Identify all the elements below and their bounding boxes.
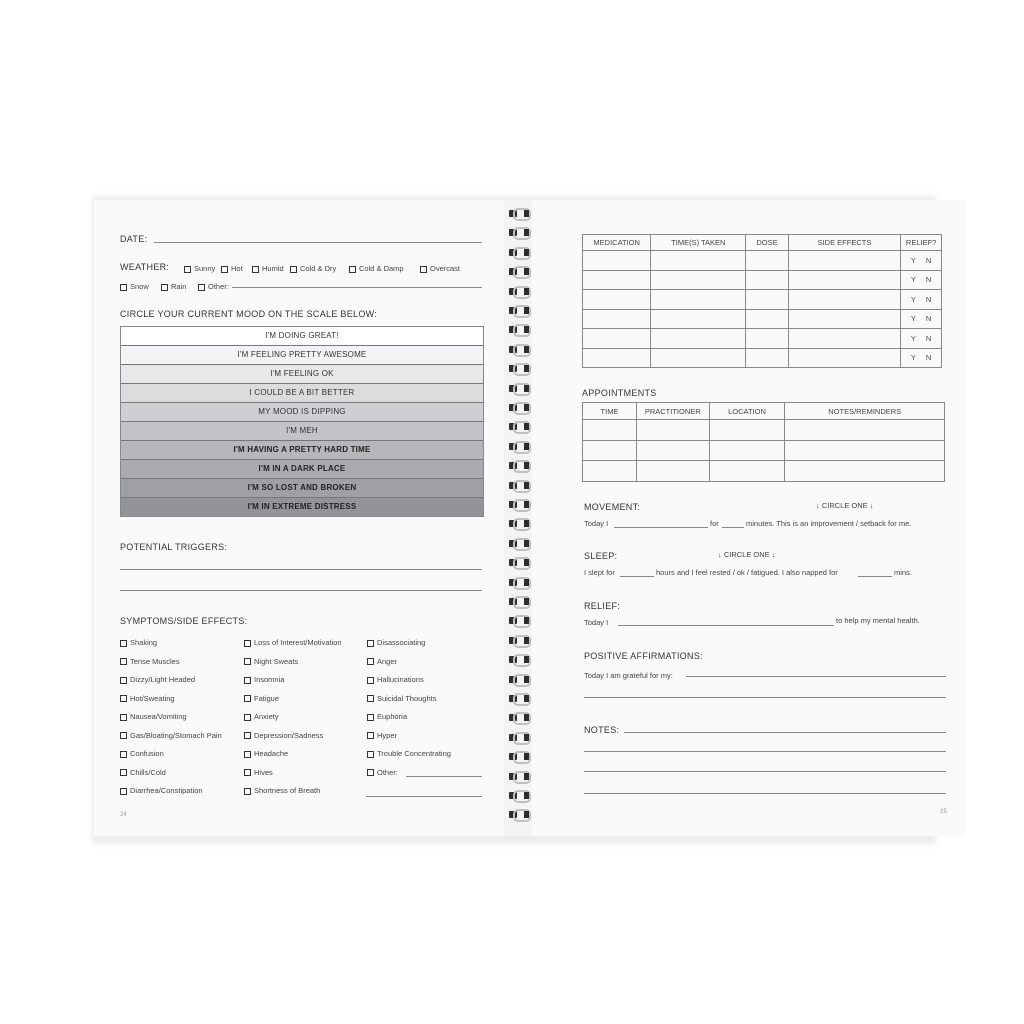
spiral-coil [507,227,529,237]
appt-row [583,440,945,461]
symptom-label: Anxiety [254,712,279,721]
checkbox-icon[interactable] [349,266,356,273]
checkbox-icon[interactable] [367,658,374,665]
symptom-option[interactable] [367,675,424,684]
sleep-text-a: I slept for [584,568,615,577]
spiral-coil [507,305,529,315]
spiral-coil [507,538,529,548]
spiral-coil [507,693,529,703]
symptom-option[interactable] [244,694,279,703]
med-cell[interactable] [583,290,651,310]
med-row [583,348,942,368]
affirmations-label: POSITIVE AFFIRMATIONS: [584,651,703,661]
symptom-option[interactable] [244,749,288,758]
med-cell[interactable] [746,270,788,290]
symptom-label: Hyper [377,730,398,740]
weather-option[interactable] [290,264,336,273]
sleep-text-b: hours and I feel rested / ok / fatigued. I also napped for [656,568,838,577]
movement-minutes-line [722,527,744,528]
spiral-coil [507,674,529,684]
symptom-option[interactable] [367,638,425,647]
weather-option[interactable] [420,264,460,273]
spiral-coil [507,790,529,800]
symptom-option[interactable] [244,638,342,647]
checkbox-icon[interactable] [367,640,374,647]
symptom-label: Shaking [130,638,158,647]
sleep-hours-line [620,576,654,577]
symptom-label: Tense Muscles [130,656,180,666]
weather-label: WEATHER: [120,262,170,272]
checkbox-icon[interactable] [184,266,191,273]
symptom-label: Gas/Bloating/Stomach Pain [130,730,222,740]
relief-yes[interactable]: Y [910,275,916,285]
med-row [583,309,942,329]
weather-option[interactable] [349,264,404,273]
med-cell[interactable] [651,309,746,329]
appt-cell[interactable] [636,461,709,482]
spiral-coil [507,286,529,296]
relief-yes[interactable]: Y [910,333,916,343]
relief-no[interactable]: N [925,333,932,343]
triggers-line-1 [120,569,482,570]
checkbox-icon[interactable] [367,769,374,776]
checkbox-icon[interactable] [244,658,251,665]
date-label: DATE: [120,234,148,244]
checkbox-icon[interactable] [367,714,374,721]
checkbox-icon[interactable] [120,695,127,702]
sleep-circle-one: ↓ CIRCLE ONE ↓ [718,550,776,559]
checkbox-icon[interactable] [244,751,251,758]
med-cell[interactable] [788,329,901,349]
symptom-label: Insomnia [254,675,285,684]
mood-option[interactable]: I'M DOING GREAT! [121,327,483,346]
page-number-right: 25 [940,809,947,815]
notes-line-1 [624,732,946,733]
spiral-coil [507,751,529,761]
appt-cell[interactable] [709,420,785,441]
med-cell[interactable] [788,309,901,329]
spiral-coil [507,596,529,606]
checkbox-icon[interactable] [420,266,427,273]
med-cell[interactable] [583,251,651,271]
spiral-coil [507,480,529,490]
symptom-label: Dizzy/Light Headed [130,675,196,684]
notes-line-4 [584,793,946,794]
mood-option[interactable]: I'M FEELING PRETTY AWESOME [121,346,483,365]
mood-scale [120,326,484,517]
weather-option-label: Hot [231,264,243,273]
appt-cell[interactable] [636,420,709,441]
symptom-label: Loss of Interest/Motivation [254,638,342,647]
weather-option-label: Humid [262,264,284,273]
checkbox-icon[interactable] [244,677,251,684]
symptom-label: Hallucinations [377,675,424,684]
relief-yes[interactable]: Y [910,314,916,324]
weather-option[interactable] [221,264,243,273]
spiral-binding [504,200,532,836]
med-row [583,270,942,290]
med-cell[interactable] [651,270,746,290]
checkbox-icon[interactable] [161,284,168,291]
spiral-coil [507,383,529,393]
appt-header: NOTES/REMINDERS [785,403,945,420]
relief-cell[interactable] [901,329,942,349]
checkbox-icon[interactable] [198,284,205,291]
spiral-coil [507,421,529,431]
symptom-label: Hot/Sweating [130,693,175,703]
symptom-label: Chills/Cold [130,767,166,777]
symptom-label: Confusion [130,749,164,758]
appt-cell[interactable] [709,461,785,482]
symptom-option[interactable] [120,712,187,721]
appt-header: TIME [583,403,637,420]
relief-cell[interactable] [901,348,942,368]
symptom-label: Hives [254,767,273,777]
date-line [154,242,482,243]
med-cell[interactable] [746,329,788,349]
spiral-coil [507,499,529,509]
med-cell[interactable] [583,309,651,329]
appt-cell[interactable] [583,461,637,482]
symptom-option[interactable] [244,675,284,684]
notes-line-3 [584,771,946,772]
appointments-label: APPOINTMENTS [582,388,657,398]
relief-yes[interactable]: Y [910,294,916,304]
med-header: RELIEF? [901,235,942,251]
affirm-line-1 [686,676,946,677]
spiral-coil [507,809,529,819]
checkbox-icon[interactable] [221,266,228,273]
symptom-label: Suicidal Thoughts [377,693,437,703]
med-header: DOSE [746,235,788,251]
med-cell[interactable] [583,270,651,290]
weather-option[interactable] [161,282,186,291]
symptom-option[interactable] [120,731,222,740]
spiral-coil [507,441,529,451]
weather-other-line [232,287,482,288]
symptom-option[interactable] [120,786,203,795]
spiral-coil [507,208,529,218]
spiral-coil [507,344,529,354]
symptom-option[interactable] [367,712,407,721]
checkbox-icon[interactable] [367,751,374,758]
notes-line-2 [584,751,946,752]
movement-label: MOVEMENT: [584,502,641,512]
symptom-label: Fatigue [254,693,280,703]
symptom-label: Trouble Concentrating [377,749,451,758]
sleep-label: SLEEP: [584,551,618,561]
checkbox-icon[interactable] [244,695,251,702]
left-page [94,200,504,836]
checkbox-icon[interactable] [244,714,251,721]
checkbox-icon[interactable] [120,658,127,665]
checkbox-icon[interactable] [120,732,127,739]
symptom-option[interactable] [367,694,436,703]
page-number-left: 24 [120,812,127,818]
med-cell[interactable] [651,251,746,271]
symptom-option[interactable] [120,768,166,777]
mood-option[interactable]: I COULD BE A BIT BETTER [121,384,483,403]
symptom-label: Night Sweats [254,656,299,666]
symptom-label: Disassociating [377,638,426,647]
spiral-coil [507,654,529,664]
symptoms-label: SYMPTOMS/SIDE EFFECTS: [120,616,248,626]
symptom-other-line [406,776,482,777]
med-cell[interactable] [651,348,746,368]
spiral-coil [507,247,529,257]
checkbox-icon[interactable] [244,732,251,739]
symptom-option[interactable] [367,749,451,758]
spiral-coil [507,771,529,781]
spiral-coil [507,324,529,334]
checkbox-icon[interactable] [290,266,297,273]
affirm-line-2 [584,697,946,698]
symptom-option[interactable] [367,768,398,777]
mood-option[interactable]: I'M SO LOST AND BROKEN [121,479,483,498]
medication-table [582,234,942,368]
spiral-coil [507,266,529,276]
notes-label: NOTES: [584,725,620,735]
spiral-coil [507,732,529,742]
symptom-label: Euphoria [377,712,408,721]
appt-cell[interactable] [785,420,945,441]
symptom-option[interactable] [120,657,180,666]
appt-cell[interactable] [785,440,945,461]
symptom-option[interactable] [120,638,157,647]
appointments-table [582,402,945,482]
mood-heading: CIRCLE YOUR CURRENT MOOD ON THE SCALE BELOW: [120,309,378,319]
relief-no[interactable]: N [925,255,932,265]
mood-option[interactable]: I'M FEELING OK [121,365,483,384]
med-cell[interactable] [746,309,788,329]
symptom-label: Shortness of Breath [254,786,321,795]
relief-label: RELIEF: [584,601,621,611]
checkbox-icon[interactable] [120,677,127,684]
symptom-option[interactable] [244,731,323,740]
spiral-coil [507,363,529,373]
symptom-option[interactable] [120,675,195,684]
symptom-label: Anger [377,656,398,666]
checkbox-icon[interactable] [120,640,127,647]
weather-option-label: Overcast [430,264,461,273]
appt-row [583,420,945,441]
weather-option-label: Rain [171,282,187,291]
med-cell[interactable] [746,251,788,271]
med-row [583,329,942,349]
mood-option[interactable]: MY MOOD IS DIPPING [121,403,483,422]
checkbox-icon[interactable] [120,714,127,721]
checkbox-icon[interactable] [244,769,251,776]
weather-option-label: Other: [208,282,229,291]
appt-cell[interactable] [636,440,709,461]
symptom-option[interactable] [367,731,397,740]
symptom-option[interactable] [120,749,164,758]
appt-header: PRACTITIONER [636,403,709,420]
relief-cell[interactable] [901,251,942,271]
spiral-coil [507,615,529,625]
sleep-nap-line [858,576,892,577]
spiral-coil [507,460,529,470]
relief-cell[interactable] [901,309,942,329]
checkbox-icon[interactable] [120,284,127,291]
checkbox-icon[interactable] [244,788,251,795]
triggers-line-2 [120,590,482,591]
med-row [583,290,942,310]
mood-option[interactable]: I'M IN EXTREME DISTRESS [121,498,483,516]
med-header: MEDICATION [583,235,651,251]
mood-option[interactable]: I'M MEH [121,422,483,441]
symptom-label: Headache [254,749,289,758]
med-cell[interactable] [583,329,651,349]
weather-option-label: Cold & Damp [359,264,404,273]
med-cell[interactable] [788,251,901,271]
relief-cell[interactable] [901,290,942,310]
med-cell[interactable] [651,290,746,310]
weather-option[interactable] [198,282,229,291]
checkbox-icon[interactable] [367,695,374,702]
appt-cell[interactable] [709,440,785,461]
med-header: TIME(S) TAKEN [651,235,746,251]
med-cell[interactable] [746,348,788,368]
relief-text-a: Today I [584,618,609,627]
movement-activity-line [614,527,708,528]
weather-option[interactable] [184,264,215,273]
symptom-option[interactable] [244,712,279,721]
weather-option-label: Cold & Dry [300,264,337,273]
med-cell[interactable] [788,290,901,310]
spiral-coil [507,712,529,722]
weather-option-label: Snow [130,282,149,291]
symptom-label: Nausea/Vomiting [130,712,187,721]
relief-yes[interactable]: Y [910,255,916,265]
appt-cell[interactable] [583,420,637,441]
spiral-coil [507,635,529,645]
symptom-option[interactable] [244,786,320,795]
spiral-coil [507,557,529,567]
checkbox-icon[interactable] [252,266,259,273]
relief-no[interactable]: N [925,353,932,363]
med-cell[interactable] [788,270,901,290]
movement-text-a: Today I [584,519,609,528]
spiral-coil [507,518,529,528]
affirmations-text: Today I am grateful for my: [584,671,673,680]
movement-circle-one: ↓ CIRCLE ONE ↓ [816,501,874,510]
appt-header: LOCATION [709,403,785,420]
relief-no[interactable]: N [925,294,932,304]
symptom-label: Other: [377,767,398,777]
appt-cell[interactable] [785,461,945,482]
relief-yes[interactable]: Y [910,353,916,363]
mood-option[interactable]: I'M IN A DARK PLACE [121,460,483,479]
symptom-option[interactable] [367,657,397,666]
med-header: SIDE EFFECTS [788,235,901,251]
sleep-text-c: mins. [894,568,912,577]
movement-text-c: minutes. This is an improvement / setback for me. [746,519,912,528]
relief-cell[interactable] [901,270,942,290]
symptom-label: Depression/Sadness [254,730,324,740]
checkbox-icon[interactable] [120,751,127,758]
med-cell[interactable] [651,329,746,349]
med-row [583,251,942,271]
checkbox-icon[interactable] [120,788,127,795]
checkbox-icon[interactable] [244,640,251,647]
spiral-coil [507,402,529,412]
movement-text-b: for [710,519,719,528]
med-cell[interactable] [788,348,901,368]
symptom-option[interactable] [244,768,273,777]
symptom-other-line-2 [366,796,482,797]
spiral-coil [507,577,529,587]
relief-line [618,625,834,626]
med-cell[interactable] [746,290,788,310]
symptom-option[interactable] [244,657,298,666]
relief-no[interactable]: N [925,275,932,285]
triggers-label: POTENTIAL TRIGGERS: [120,542,228,552]
appt-row [583,461,945,482]
weather-option[interactable] [252,264,284,273]
symptom-option[interactable] [120,694,175,703]
checkbox-icon[interactable] [120,769,127,776]
med-cell[interactable] [583,348,651,368]
relief-text-b: to help my mental health. [836,616,920,625]
right-page [532,200,966,836]
relief-no[interactable]: N [925,314,932,324]
checkbox-icon[interactable] [367,732,374,739]
weather-option[interactable] [120,282,149,291]
appt-cell[interactable] [583,440,637,461]
checkbox-icon[interactable] [367,677,374,684]
weather-option-label: Sunny [194,264,216,273]
symptom-label: Diarrhea/Constipation [130,786,203,795]
mood-option[interactable]: I'M HAVING A PRETTY HARD TIME [121,441,483,460]
